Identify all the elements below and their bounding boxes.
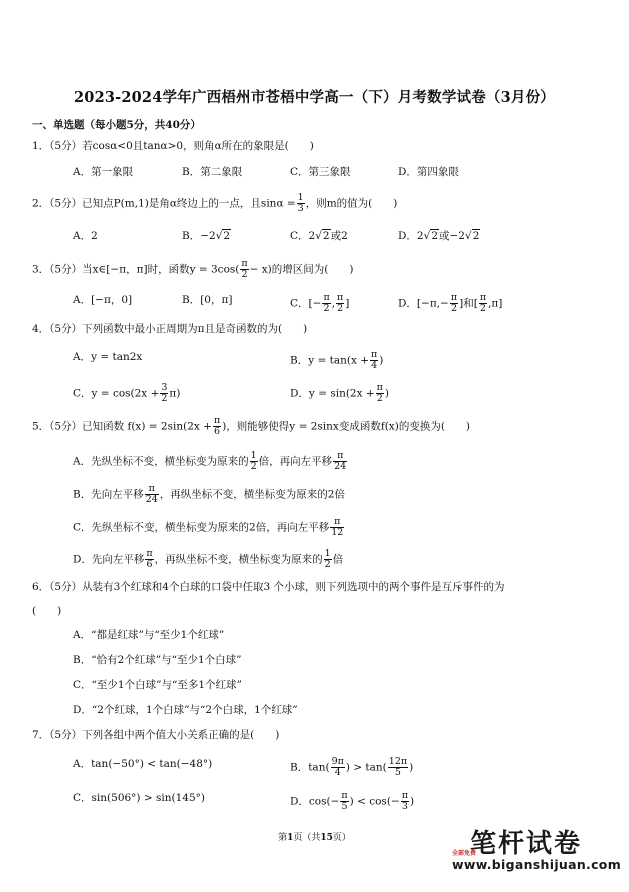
q3-stem-part: 3．（5分）当x∈[−π，π]时，函数y = 3cos( <box>32 263 240 276</box>
denominator: 4 <box>371 360 378 371</box>
q5-stem-part: 5．（5分）已知函数 f(x) = 2sin(2x + <box>32 420 212 433</box>
numerator: π <box>401 790 408 801</box>
q3-option-c <box>290 293 349 314</box>
option-text: C．2 <box>290 230 316 242</box>
denominator: 2 <box>479 303 486 314</box>
fraction <box>450 293 458 314</box>
option-text: ,π] <box>488 297 503 310</box>
numerator: π <box>145 484 159 495</box>
fraction <box>250 451 258 472</box>
option-text: D．先向左平移 <box>73 553 145 566</box>
denominator: 24 <box>334 461 347 472</box>
option-text: π) <box>169 387 181 400</box>
option-text: B．y = tan(x + <box>290 354 370 367</box>
question-2-stem <box>32 193 397 214</box>
numerator: π <box>330 517 344 528</box>
q5-stem-part: )，则能够使得y = 2sinx变成函数f(x)的变换为( ) <box>222 420 471 433</box>
question-3-stem <box>32 259 353 280</box>
option-text: D．cos(− <box>290 795 340 808</box>
numerator: 1 <box>297 192 304 203</box>
page-title: 2023-2024学年广西梧州市苍梧中学高一（下）月考数学试卷（3月份） <box>73 89 556 106</box>
option-text: D．y = sin(2x + <box>290 387 375 400</box>
watermark-badge: 全部免费 <box>452 850 477 857</box>
option-text: ，再纵坐标不变，横坐标变为原来的2倍 <box>159 488 345 501</box>
numerator: π <box>333 451 347 462</box>
denominator: 2 <box>450 303 457 314</box>
radicand: 2 <box>472 230 480 242</box>
question-7-stem: 7．（5分）下列各组中两个值大小关系正确的是( ) <box>32 729 280 741</box>
fraction <box>330 517 344 538</box>
q7-option-d <box>290 791 414 812</box>
numerator: 12π <box>388 756 408 767</box>
numerator: π <box>241 258 248 269</box>
option-text: ] <box>345 297 350 310</box>
fraction <box>324 549 332 570</box>
option-text: B．先向左平移 <box>73 488 144 501</box>
footer-text: 第 <box>278 833 288 843</box>
footer-text: 页（共 <box>293 833 321 843</box>
option-text: A．先纵坐标不变，横坐标变为原来的 <box>73 455 249 468</box>
question-6-stem-cont: ( ) <box>32 605 62 617</box>
option-text: C．[− <box>290 297 322 310</box>
numerator: π <box>450 292 458 303</box>
numerator: π <box>146 548 153 559</box>
question-1-stem: 1．（5分）若cosα<0且tanα>0，则角α所在的象限是( ) <box>32 140 314 152</box>
question-5-stem <box>32 416 470 437</box>
denominator: 24 <box>145 494 158 505</box>
numerator: 9π <box>331 756 344 767</box>
option-text: 或−2 <box>439 230 465 242</box>
denominator: 2 <box>337 303 344 314</box>
question-6-stem: 6．（5分）从装有3个红球和4个白球的口袋中任取3 个小球，则下列选项中的两个事件是互斥事件的为 <box>32 581 505 593</box>
fraction <box>213 416 221 437</box>
fraction <box>145 484 159 505</box>
fraction <box>322 293 330 314</box>
denominator: 2 <box>376 393 383 404</box>
q2-option-d: D．2√2或−2√2 <box>398 230 480 242</box>
q6-option-a: A．“都是红球”与“至少1个红球” <box>73 629 225 641</box>
q7-option-b <box>290 757 413 778</box>
q1-option-d: D．第四象限 <box>398 166 459 178</box>
denominator: 3 <box>297 203 304 214</box>
option-text: ) <box>384 387 390 400</box>
numerator: π <box>213 415 221 426</box>
q3-option-b: B．[0，π] <box>182 294 233 306</box>
option-text: D．[−π,− <box>398 297 449 310</box>
q6-option-d: D．“2个红球，1个白球”与“2个白球，1个红球” <box>73 704 298 716</box>
q4-option-d <box>290 383 389 404</box>
q2-stem-part: ，则m的值为( ) <box>305 197 398 210</box>
q2-option-c: C．2√2或2 <box>290 230 348 242</box>
q4-option-b <box>290 350 383 371</box>
option-text: ) <box>379 354 384 367</box>
denominator: 6 <box>214 426 221 437</box>
denominator: 2 <box>324 559 331 570</box>
option-text: C．先纵坐标不变，横坐标变为原来的2倍，再向左平移 <box>73 521 330 534</box>
fraction <box>401 791 409 812</box>
denominator: 6 <box>146 559 153 570</box>
fraction <box>376 383 384 404</box>
current-page: 1 <box>287 833 294 843</box>
q7-option-a: A．tan(−50°) < tan(−48°) <box>73 758 213 770</box>
q3-option-d <box>398 293 502 314</box>
option-text: ) < cos(− <box>349 795 400 808</box>
option-text: 倍，再向左平移 <box>258 455 333 468</box>
denominator: 2 <box>250 461 257 472</box>
fraction <box>331 757 345 778</box>
q5-option-d <box>73 549 343 570</box>
option-text: ) <box>409 795 415 808</box>
q5-option-a <box>73 451 348 472</box>
q5-option-b <box>73 484 345 505</box>
numerator: π <box>337 292 344 303</box>
denominator: 4 <box>334 767 341 778</box>
option-text: ) > tan( <box>345 761 387 774</box>
numerator: 1 <box>324 548 331 559</box>
option-text: 或2 <box>330 230 348 242</box>
option-text: B．tan( <box>290 761 330 774</box>
fraction <box>336 293 344 314</box>
numerator: π <box>376 382 383 393</box>
q2-option-b: B．−2√2 <box>182 230 231 242</box>
fraction <box>240 259 248 280</box>
q1-option-a: A．第一象限 <box>73 166 134 178</box>
option-text: ]和[ <box>459 297 478 310</box>
section-heading: 一、单选题（每小题5分，共40分） <box>32 119 201 131</box>
fraction <box>145 549 153 570</box>
numerator: 3 <box>161 382 168 393</box>
option-text: ，再纵坐标不变，横坐标变为原来的 <box>154 553 323 566</box>
q6-option-b: B．“恰有2个红球”与“至少1个白球” <box>73 654 242 666</box>
denominator: 2 <box>241 269 248 280</box>
numerator: π <box>479 292 487 303</box>
q4-option-c <box>73 383 180 404</box>
denominator: 5 <box>394 767 401 778</box>
denominator: 3 <box>401 801 408 812</box>
q2-stem-part: 2．（5分）已知点P(m,1)是角α终边上的一点，且sinα = <box>32 197 296 210</box>
denominator: 5 <box>341 801 348 812</box>
denominator: 2 <box>323 303 330 314</box>
fraction <box>370 350 378 371</box>
question-4-stem: 4．（5分）下列函数中最小正周期为π且是奇函数的为( ) <box>32 323 308 335</box>
q3-option-a: A．[−π，0] <box>73 294 133 306</box>
q6-option-c: C．“至少1个白球”与“至多1个红球” <box>73 679 242 691</box>
numerator: 1 <box>250 450 257 461</box>
q1-option-c: C．第三象限 <box>290 166 351 178</box>
option-text: , <box>331 297 336 310</box>
fraction <box>160 383 168 404</box>
option-text: C．y = cos(2x + <box>73 387 160 400</box>
fraction <box>479 293 487 314</box>
numerator: π <box>323 292 330 303</box>
numerator: π <box>371 349 378 360</box>
q4-option-a: A．y = tan2x <box>73 351 143 363</box>
watermark-url[interactable]: www.biganshijuan.com <box>452 857 622 872</box>
option-text: ) <box>409 761 414 774</box>
q1-option-b: B．第二象限 <box>182 166 243 178</box>
numerator: π <box>341 790 348 801</box>
radicand: 2 <box>322 230 330 242</box>
footer-text: 页） <box>332 833 351 843</box>
fraction <box>388 757 408 778</box>
denominator: 2 <box>161 393 168 404</box>
option-text: B．−2 <box>182 230 216 242</box>
fraction <box>340 791 348 812</box>
q5-option-c <box>73 517 345 538</box>
q7-option-c: C．sin(506°) > sin(145°) <box>73 792 205 804</box>
fraction <box>297 193 305 214</box>
option-text: 倍 <box>332 553 344 566</box>
q2-option-a: A．2 <box>73 230 98 242</box>
watermark-brand: 笔杆试卷 <box>470 829 583 859</box>
total-pages: 15 <box>320 833 333 843</box>
option-text: D．2 <box>398 230 424 242</box>
radicand: 2 <box>431 230 438 242</box>
denominator: 12 <box>331 527 344 538</box>
radicand: 2 <box>223 230 231 242</box>
q3-stem-part: − x)的增区间为( ) <box>249 263 354 276</box>
fraction <box>333 451 347 472</box>
